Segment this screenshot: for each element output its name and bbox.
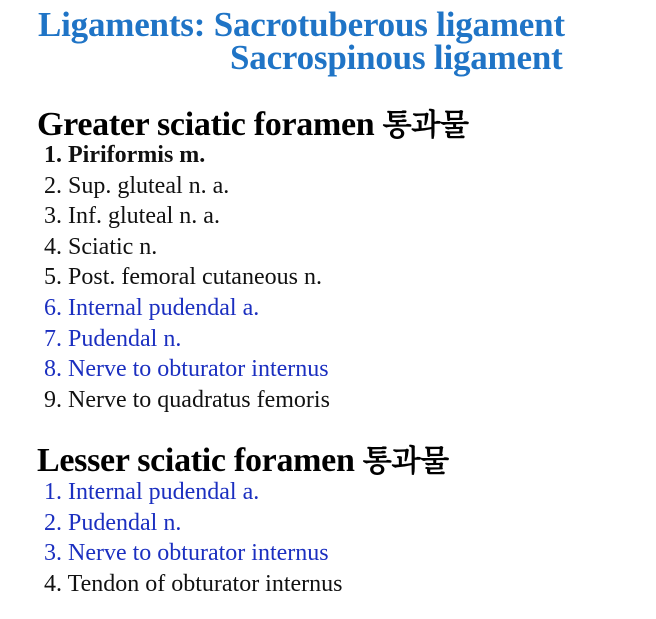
list-item-text: Pudendal n.: [68, 325, 182, 352]
greater-list-item: [44, 324, 330, 355]
list-item-number: 9.: [44, 386, 62, 413]
lesser-list-item: [44, 477, 343, 508]
greater-list-item: [44, 201, 330, 232]
list-item-number: 1.: [44, 142, 62, 168]
greater-list-item: [44, 385, 330, 416]
list-item-text: Sup. gluteal n. a.: [68, 172, 230, 199]
list-item-text: Internal pudendal a.: [68, 479, 260, 505]
greater-list-item: [44, 293, 330, 324]
list-item-text: Sciatic n.: [68, 233, 158, 260]
list-item-text: Tendon of obturator internus: [67, 570, 343, 597]
greater-sciatic-list: [44, 140, 330, 415]
list-item-text: Inf. gluteal n. a.: [68, 203, 220, 230]
list-item-number: 7.: [44, 325, 62, 352]
greater-korean-label: 통과물: [382, 108, 469, 143]
ligament-item-sacrospinous: Sacrospinous ligament: [230, 38, 563, 77]
list-item-text: Nerve to quadratus femoris: [68, 386, 330, 413]
list-item-number: 1.: [44, 479, 62, 505]
list-item-text: Piriformis m.: [68, 142, 206, 168]
lesser-list-item: [44, 569, 343, 600]
list-item-number: 2.: [44, 172, 62, 199]
list-item-number: 8.: [44, 356, 62, 383]
lesser-list-item: [44, 508, 343, 539]
greater-list-item: [44, 140, 330, 171]
list-item-number: 4.: [44, 233, 62, 260]
list-item-number: 6.: [44, 294, 62, 321]
list-item-number: 4.: [44, 570, 62, 597]
list-item-number: 3.: [44, 203, 62, 230]
list-item-text: Post. femoral cutaneous n.: [68, 264, 322, 291]
greater-list-item: [44, 354, 330, 385]
list-item-text: Pudendal n.: [68, 509, 182, 536]
lesser-sciatic-list: [44, 477, 343, 599]
greater-sciatic-heading: [37, 100, 469, 144]
ligament-item-sacrotuberous: Sacrotuberous ligament: [213, 5, 565, 44]
list-item-text: Internal pudendal a.: [68, 294, 260, 321]
lesser-list-item: [44, 538, 343, 569]
greater-sciatic-title: Greater sciatic foramen: [37, 106, 375, 143]
list-item-text: Nerve to obturator internus: [68, 356, 329, 383]
lesser-korean-label: 통과물: [362, 444, 449, 479]
lesser-sciatic-title: Lesser sciatic foramen: [37, 442, 355, 479]
greater-list-item: [44, 232, 330, 263]
ligaments-line-1: [38, 5, 565, 44]
ligaments-heading: [38, 5, 565, 77]
list-item-number: 3.: [44, 540, 62, 567]
lesser-sciatic-heading: [37, 436, 449, 480]
greater-list-item: [44, 262, 330, 293]
list-item-number: 2.: [44, 509, 62, 536]
greater-list-item: [44, 171, 330, 202]
list-item-text: Nerve to obturator internus: [68, 540, 329, 567]
ligaments-label: Ligaments:: [38, 5, 206, 44]
list-item-number: 5.: [44, 264, 62, 291]
